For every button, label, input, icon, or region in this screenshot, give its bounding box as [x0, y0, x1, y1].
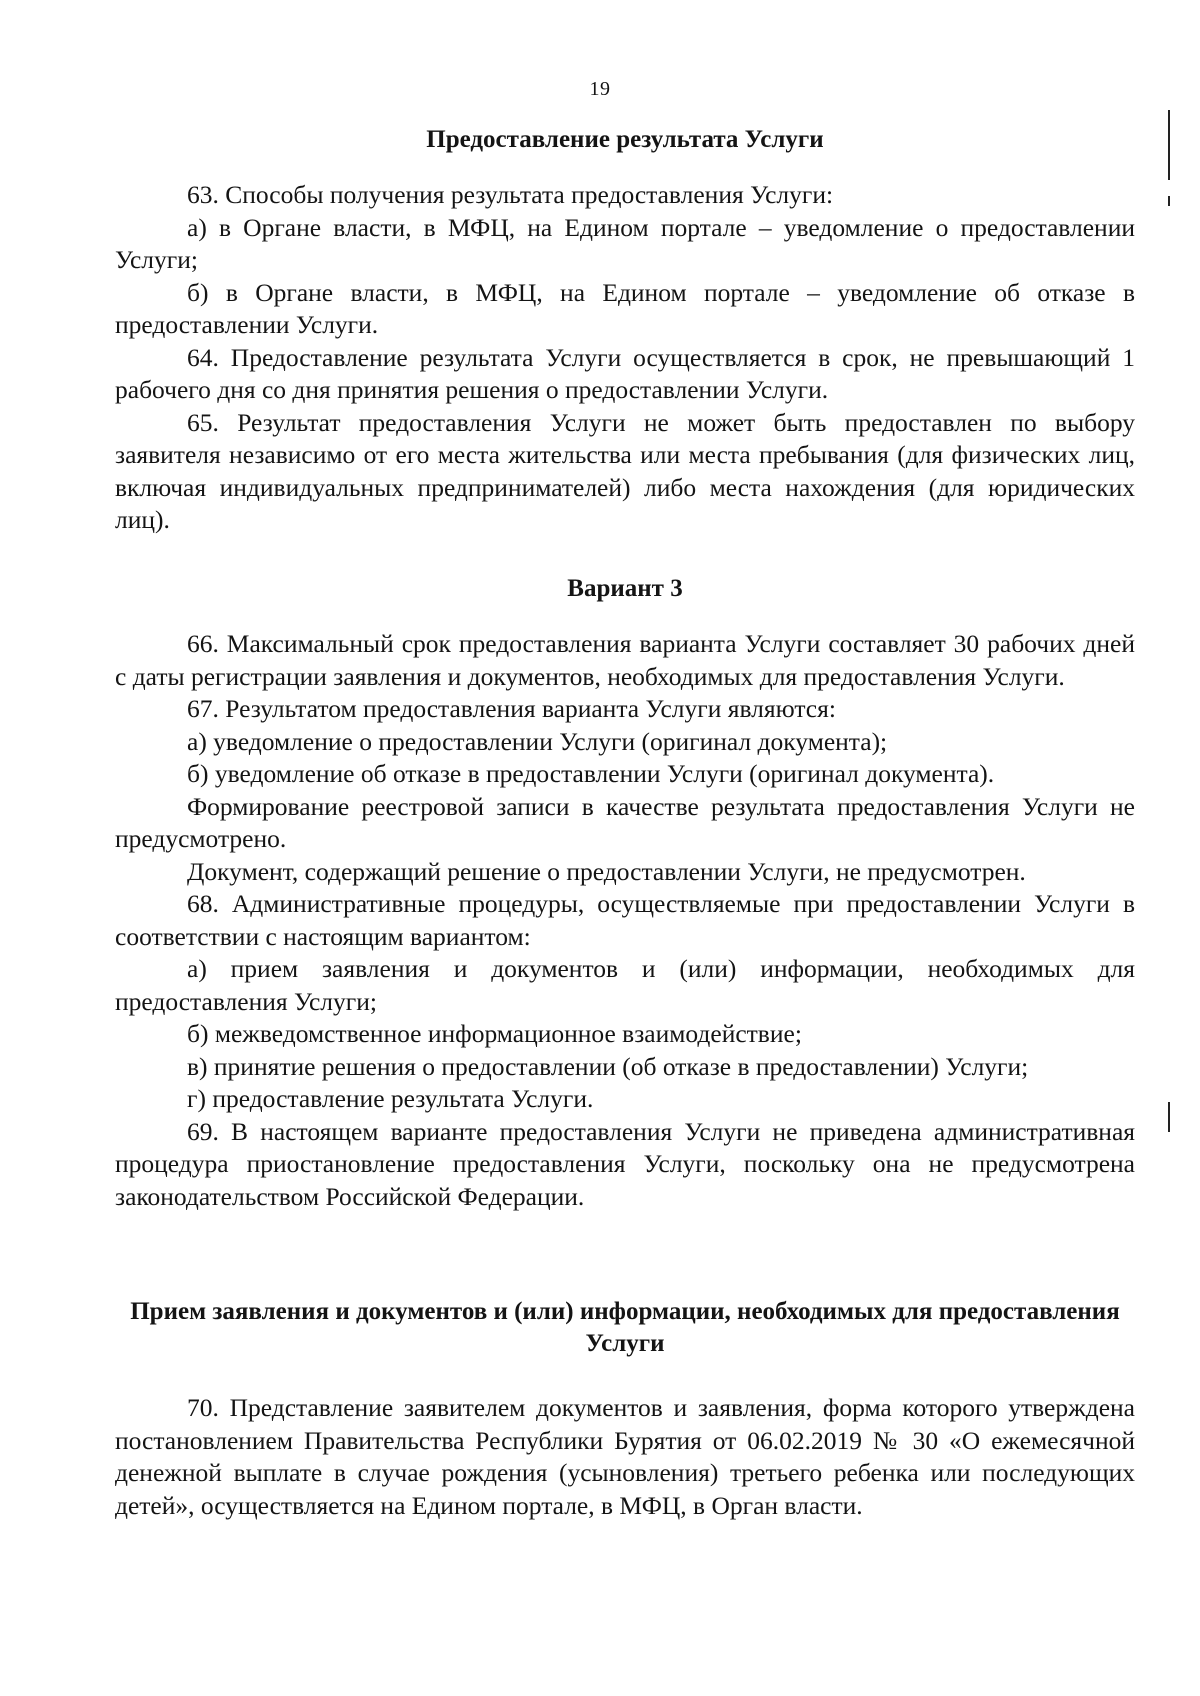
paragraph-70: 70. Представление заявителем документов и заявления, форма которого утверждена постановлением Правительства Республики Бурятия от 06.02.2019 № 30 «О ежемесячной денежной выплате в случае рождения (усыновления) третьего ребенка или последующих детей», осуществляется на Едином портале, в МФЦ, в Орган власти.	[115, 1393, 1135, 1520]
section-heading: Предоставление результата Услуги	[426, 126, 824, 153]
list-item-d: г) предоставление результата Услуги.	[187, 1084, 594, 1113]
list-item-b: б) межведомственное информационное взаимодействие;	[187, 1019, 802, 1048]
paragraph-registry-note: Формирование реестровой записи в качестве результата предоставления Услуги не предусмотрено.	[115, 791, 1135, 853]
paragraph-67: 67. Результатом предоставления варианта Услуги являются:	[187, 694, 836, 723]
section-heading: Вариант 3	[567, 575, 683, 602]
section-body	[115, 179, 1135, 537]
list-item-b: б) уведомление об отказе в предоставлении Услуги (оригинал документа).	[187, 759, 995, 788]
paragraph-65: 65. Результат предоставления Услуги не может быть предоставлен по выбору заявителя независимо от его места жительства или места пребывания (для физических лиц, включая индивидуальных предпринимателей) либо места нахождения (для юридических лиц).	[115, 407, 1135, 534]
scan-margin-mark	[1168, 1102, 1170, 1132]
paragraph-68: 68. Административные процедуры, осуществляемые при предоставлении Услуги в соответствии с настоящим вариантом:	[115, 889, 1135, 951]
paragraph-document-note: Документ, содержащий решение о предоставлении Услуги, не предусмотрен.	[187, 856, 1026, 886]
list-item-a: а) прием заявления и документов и (или) информации, необходимых для предоставления Услуги;	[115, 954, 1135, 1016]
page-number: 19	[589, 78, 611, 100]
list-item-a: а) в Органе власти, в МФЦ, на Едином портале – уведомление о предоставлении Услуги;	[115, 212, 1135, 274]
paragraph-69: 69. В настоящем варианте предоставления Услуги не приведена административная процедура приостановление предоставления Услуги, поскольку она не предусмотрена законодательством Российской Федерации.	[115, 1116, 1135, 1211]
section-body	[115, 1392, 1135, 1522]
paragraph-66: 66. Максимальный срок предоставления варианта Услуги составляет 30 рабочих дней с даты регистрации заявления и документов, необходимых для предоставления Услуги.	[115, 629, 1135, 691]
list-item-a: а) уведомление о предоставлении Услуги (оригинал документа);	[187, 726, 888, 756]
paragraph-63: 63. Способы получения результата предоставления Услуги:	[187, 180, 834, 209]
section-body	[115, 628, 1135, 1213]
paragraph-64: 64. Предоставление результата Услуги осуществляется в срок, не превышающий 1 рабочего дня со дня принятия решения о предоставлении Услуги.	[115, 342, 1135, 404]
list-item-c: в) принятие решения о предоставлении (об отказе в предоставлении) Услуги;	[187, 1051, 1029, 1081]
section-heading: Прием заявления и документов и (или) информации, необходимых для предоставления Услуги	[130, 1298, 1120, 1357]
scan-margin-mark	[1168, 110, 1170, 180]
scan-margin-mark	[1168, 196, 1170, 206]
list-item-b: б) в Органе власти, в МФЦ, на Едином портале – уведомление об отказе в предоставлении Услуги.	[115, 277, 1135, 339]
